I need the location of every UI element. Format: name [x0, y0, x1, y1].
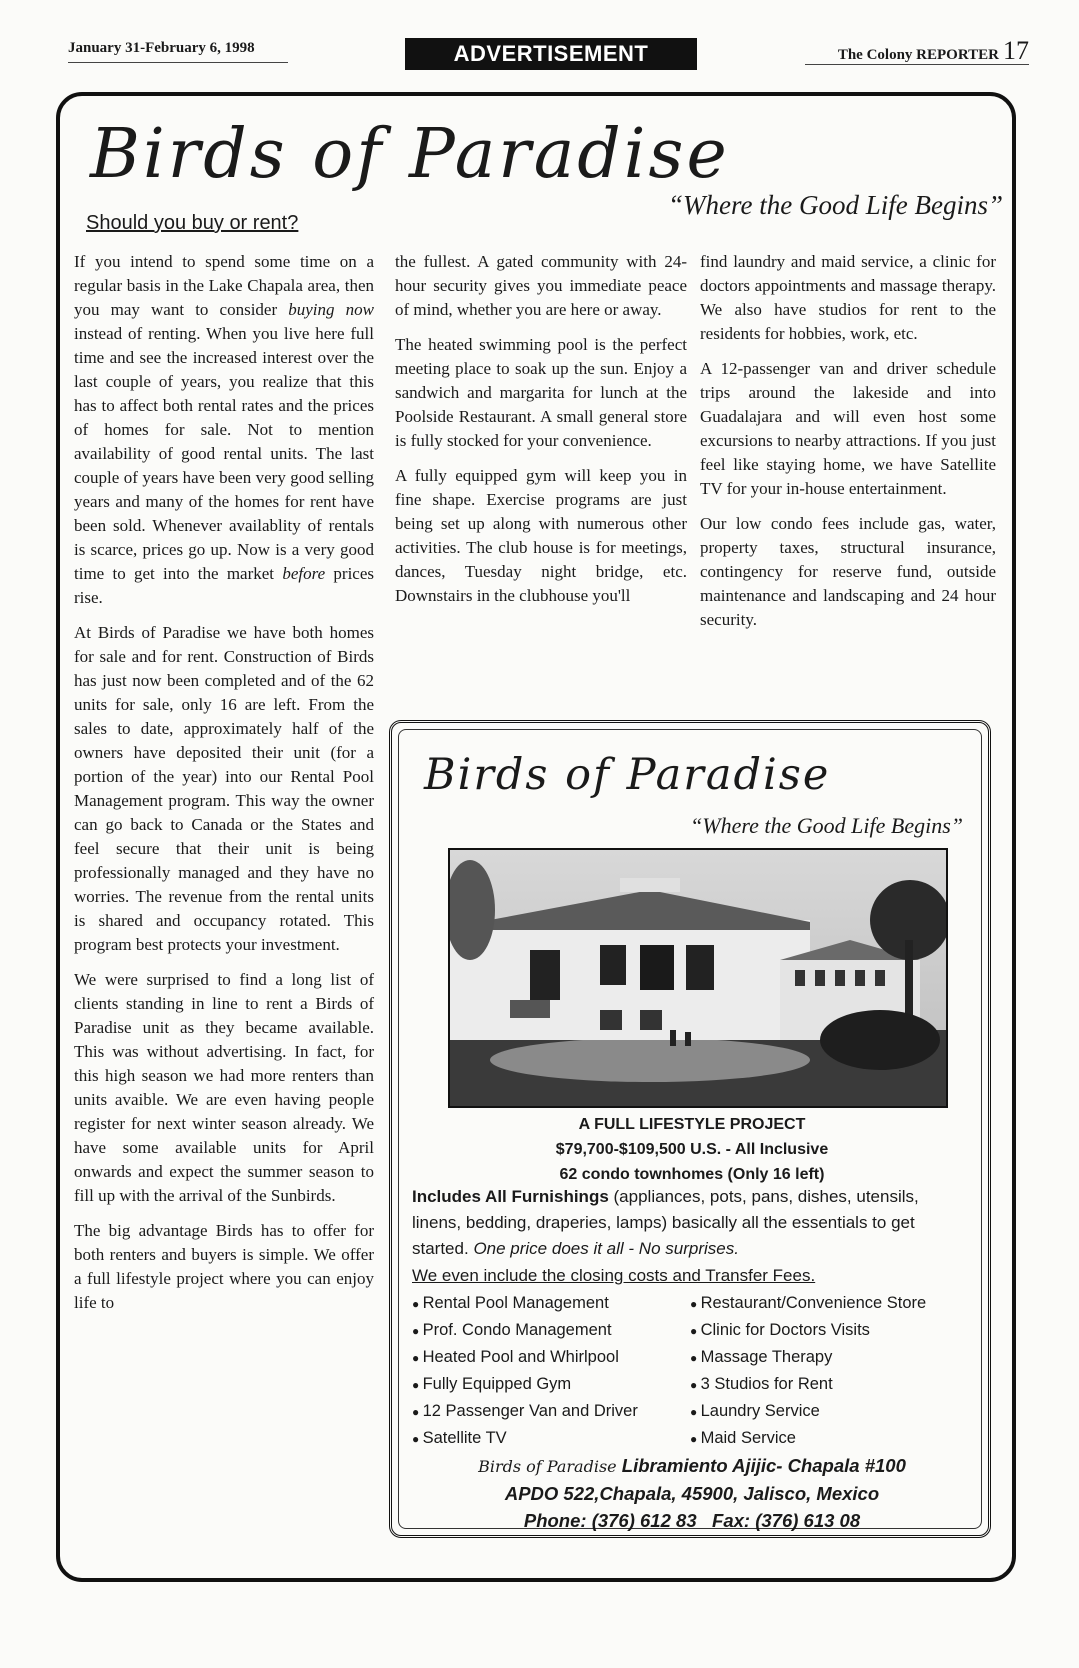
feature-item: ● Laundry Service	[690, 1398, 980, 1425]
feature-item: ● Rental Pool Management	[412, 1290, 682, 1317]
feature-item: ● Fully Equipped Gym	[412, 1371, 682, 1398]
article-column-1	[74, 250, 374, 1326]
main-tagline: “Where the Good Life Begins”	[668, 190, 1003, 220]
feature-item: ● 3 Studios for Rent	[690, 1371, 980, 1398]
feature-item: ● Satellite TV	[412, 1425, 682, 1452]
ad-tagline: “Where the Good Life Begins”	[690, 813, 963, 838]
ad-line-units: 62 condo townhomes (Only 16 left)	[559, 1166, 825, 1183]
ad-logo: Birds of Paradise	[424, 750, 831, 800]
paragraph: If you intend to spend some time on a regular basis in the Lake Chapala area, then you may want to consider buying now instead of renting. When you live here full time and see the increased interest over the last couple of years, you realize that this has to affect both rental rates and the prices of homes for sale. Not to mention availability of good rental units. The last couple of years have been very good selling years and many of the homes for rent have been sold. Whenever availablity of rentals is scarce, prices go up. Now is a very good time to get into the market before prices rise.	[74, 252, 374, 607]
paragraph: Our low condo fees include gas, water, property taxes, structural insurance, contingency for reserve fund, outside maintenance and landscaping and 24 hour security.	[700, 514, 996, 629]
ad-includes: Includes All Furnishings (appliances, pots, pans, dishes, utensils, linens, bedding, draperies, lamps) basically all the essentials to get started. One price does it all - No surprises.	[412, 1187, 919, 1258]
section-heading: Should you buy or rent?	[86, 212, 299, 234]
ad-line-lifestyle: A FULL LIFESTYLE PROJECT	[578, 1116, 806, 1133]
building-photo	[448, 848, 948, 1108]
article-column-3	[700, 250, 996, 643]
paper-title: The Colony REPORTER	[837, 47, 999, 63]
paragraph: The big advantage Birds has to offer for both renters and buyers is simple. We offer a full lifestyle project where you can enjoy life to	[74, 1221, 374, 1312]
mini-logo: Birds of Paradise	[478, 1457, 617, 1476]
ad-closing-costs: We even include the closing costs and Transfer Fees.	[412, 1266, 816, 1285]
features-right	[690, 1290, 980, 1452]
phone-fax: Phone: (376) 612 83 Fax: (376) 613 08	[523, 1510, 861, 1531]
feature-item: ● Heated Pool and Whirlpool	[412, 1344, 682, 1371]
issue-date: January 31-February 6, 1998	[68, 40, 255, 56]
feature-item: ● Clinic for Doctors Visits	[690, 1317, 980, 1344]
header-rule-left	[68, 62, 288, 63]
features-left	[412, 1290, 682, 1452]
header-rule-right	[805, 64, 1029, 65]
article-column-2	[395, 250, 687, 619]
feature-item: ● Massage Therapy	[690, 1344, 980, 1371]
paragraph: A fully equipped gym will keep you in fine shape. Exercise programs are just being set up along with numerous other activities. The club house is for meetings, dances, Tuesday night bridge, etc. Downstairs in the clubhouse you'll	[395, 466, 687, 605]
feature-item: ● Restaurant/Convenience Store	[690, 1290, 980, 1317]
feature-item: ● 12 Passenger Van and Driver	[412, 1398, 682, 1425]
ad-line-price: $79,700-$109,500 U.S. - All Inclusive	[555, 1141, 829, 1158]
ad-address	[412, 1452, 972, 1534]
newspaper-name	[838, 36, 1029, 66]
main-logo: Birds of Paradise	[90, 115, 730, 194]
paragraph: A 12-passenger van and driver schedule trips around the lakeside and into Guadalajara and will even host some excursions to nearby attractions. If you just feel like staying home, we have Satellite TV for your in-house entertainment.	[700, 359, 996, 498]
paragraph: We were surprised to find a long list of clients standing in line to rent a Birds of Paradise unit as they became available. This was without advertising. In fact, for this high season we had more renters than units avaible. We are even having people register for next winter season already. We have some available units for April onwards and expect the summer season to fill up with the arrival of the Sunbirds.	[74, 970, 374, 1205]
address-line-1: Birds of Paradise Libramiento Ajijic- Chapala #100	[478, 1455, 906, 1476]
address-line-2: APDO 522,Chapala, 45900, Jalisco, Mexico	[504, 1483, 880, 1504]
ad-headline	[412, 1112, 972, 1187]
paragraph: At Birds of Paradise we have both homes for sale and for rent. Construction of Birds has just now been completed and of the 62 units for sale, only 16 are left. From the sales to date, approximately half of the owners have deposited their unit (for a portion of the year) into our Rental Pool Management program. This way the owner can go back to Canada or the States and feel secure that their unit is being professionally managed and they have no worries. The revenue from the rental units is shared and occupancy rotated. This program best protects your investment.	[74, 623, 374, 954]
paragraph: the fullest. A gated community with 24-hour security gives you immediate peace of mind, whether you are here or away.	[395, 252, 687, 319]
page-number: 17	[1003, 36, 1029, 65]
paragraph: find laundry and maid service, a clinic for doctors appointments and massage therapy. We also have studios for rent to the residents for hobbies, work, etc.	[700, 252, 996, 343]
feature-item: ● Maid Service	[690, 1425, 980, 1452]
feature-item: ● Prof. Condo Management	[412, 1317, 682, 1344]
paragraph: The heated swimming pool is the perfect meeting place to soak up the sun. Enjoy a sandwich and margarita for lunch at the Poolside Restaurant. A small general store is fully stocked for your convenience.	[395, 335, 687, 450]
advertisement-banner: ADVERTISEMENT	[405, 38, 697, 70]
